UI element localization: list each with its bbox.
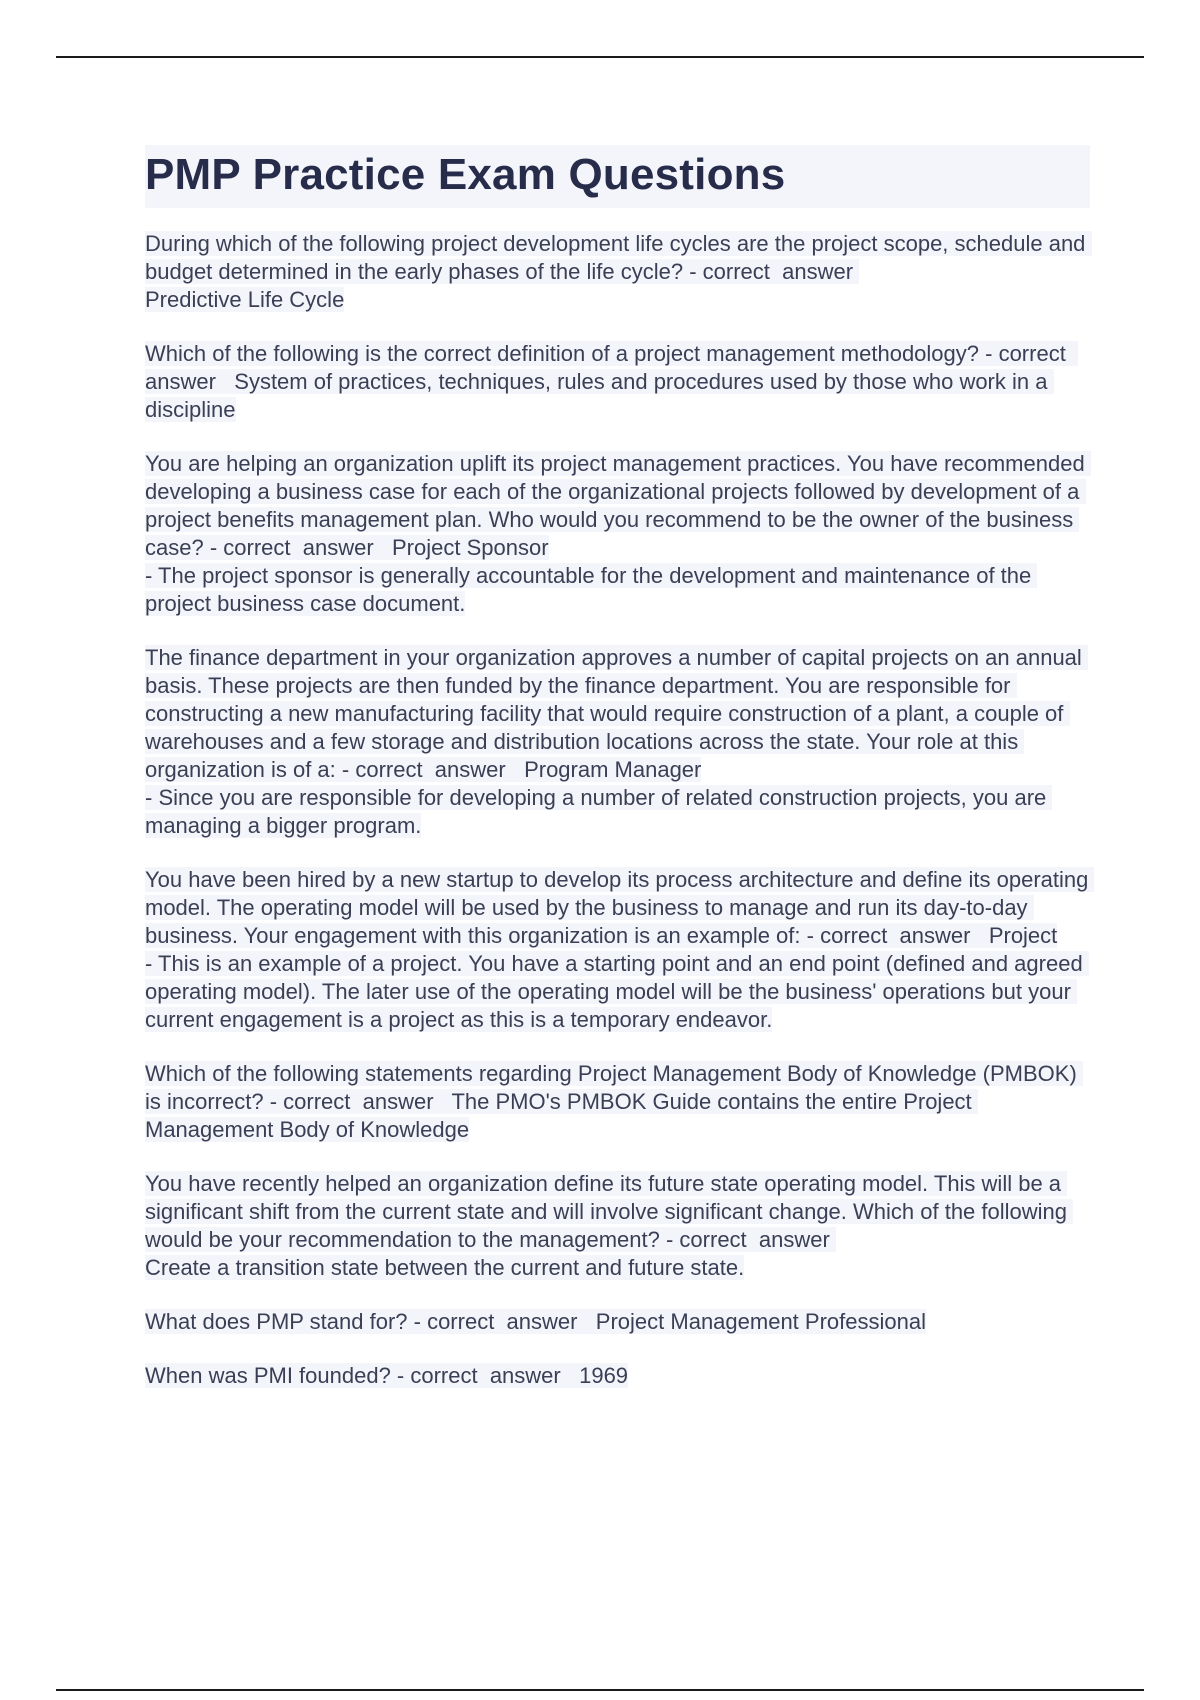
qa-item bbox=[145, 1362, 1090, 1390]
qa-item bbox=[145, 450, 1090, 618]
answer-text: Predictive Life Cycle bbox=[145, 286, 345, 312]
answer-text: Project Management Professional bbox=[595, 1308, 926, 1334]
qa-item bbox=[145, 1308, 1090, 1336]
qa-item bbox=[145, 644, 1090, 840]
question-text: Which of the following is the correct definition of a project management methodology? bbox=[145, 340, 980, 366]
answer-text: Project bbox=[988, 922, 1058, 948]
qa-item bbox=[145, 866, 1095, 1034]
answer-separator: - correct answer bbox=[263, 1088, 452, 1114]
answer-separator: - correct answer bbox=[407, 1308, 596, 1334]
qa-item bbox=[145, 1170, 1090, 1282]
answer-separator: - correct answer bbox=[800, 922, 989, 948]
top-divider bbox=[56, 56, 1144, 58]
explanation-text: - This is an example of a project. You have a starting point and an end point (defined and agreed operating model). The later use of the operating model will be the business' operations but your current engagement is a project as this is a temporary endeavor. bbox=[145, 950, 1089, 1032]
answer-text: Project Sponsor bbox=[392, 534, 549, 560]
qa-item bbox=[145, 1060, 1090, 1144]
question-text: What does PMP stand for? bbox=[145, 1308, 408, 1334]
qa-item bbox=[145, 230, 1090, 314]
explanation-text: - Since you are responsible for developing a number of related construction projects, you are managing a bigger program. bbox=[145, 784, 1053, 838]
answer-text: 1969 bbox=[579, 1362, 629, 1388]
qa-item bbox=[145, 340, 1090, 424]
answer-separator: - correct answer bbox=[203, 534, 392, 560]
page-title: PMP Practice Exam Questions bbox=[145, 150, 786, 199]
document-body bbox=[145, 145, 1095, 1416]
answer-text: System of practices, techniques, rules and procedures used by those who work in a discipline bbox=[145, 368, 1054, 422]
answer-separator: - correct answer bbox=[659, 1226, 836, 1252]
bottom-divider bbox=[56, 1689, 1144, 1691]
answer-text: Create a transition state between the current and future state. bbox=[145, 1254, 745, 1280]
question-text: You have been hired by a new startup to develop its process architecture and define its operating model. The operating model will be used by the business to manage and run its day-to-day business. Your engagement with this organization is an example of: bbox=[145, 866, 1095, 948]
question-text: When was PMI founded? bbox=[145, 1362, 391, 1388]
answer-text: Program Manager bbox=[524, 756, 702, 782]
answer-separator: - correct answer bbox=[335, 756, 525, 782]
explanation-text: - The project sponsor is generally accountable for the development and maintenance of the project business case document. bbox=[145, 562, 1038, 616]
question-text: You have recently helped an organization define its future state operating model. This will be a significant shift from the current state and will involve significant change. Which of the following would be your recommendation to the management? bbox=[145, 1170, 1074, 1252]
question-text: The finance department in your organization approves a number of capital projects on an annual basis. These projects are then funded by the finance department. You are responsible for constructing a new manufacturing facility that would require construction of a plant, a couple of warehouses and a few storage and distribution locations across the state. Your role at this organization is of a: bbox=[145, 644, 1088, 782]
answer-text: The PMO's PMBOK Guide contains the entire Project Management Body of Knowledge bbox=[145, 1088, 978, 1142]
question-text: You are helping an organization uplift its project management practices. You have recommended developing a business case for each of the organizational projects followed by development of a project benefits management plan. Who would you recommend to be the owner of the business case? bbox=[145, 450, 1091, 560]
question-text: During which of the following project development life cycles are the project scope, schedule and budget determined in the early phases of the life cycle? bbox=[145, 230, 1092, 284]
title-block bbox=[145, 145, 1090, 208]
question-text: Which of the following statements regarding Project Management Body of Knowledge (PMBOK) is incorrect? bbox=[145, 1060, 1083, 1114]
answer-separator: - correct answer bbox=[683, 258, 860, 284]
answer-separator: - correct answer bbox=[145, 340, 1079, 394]
answer-separator: - correct answer bbox=[390, 1362, 580, 1388]
